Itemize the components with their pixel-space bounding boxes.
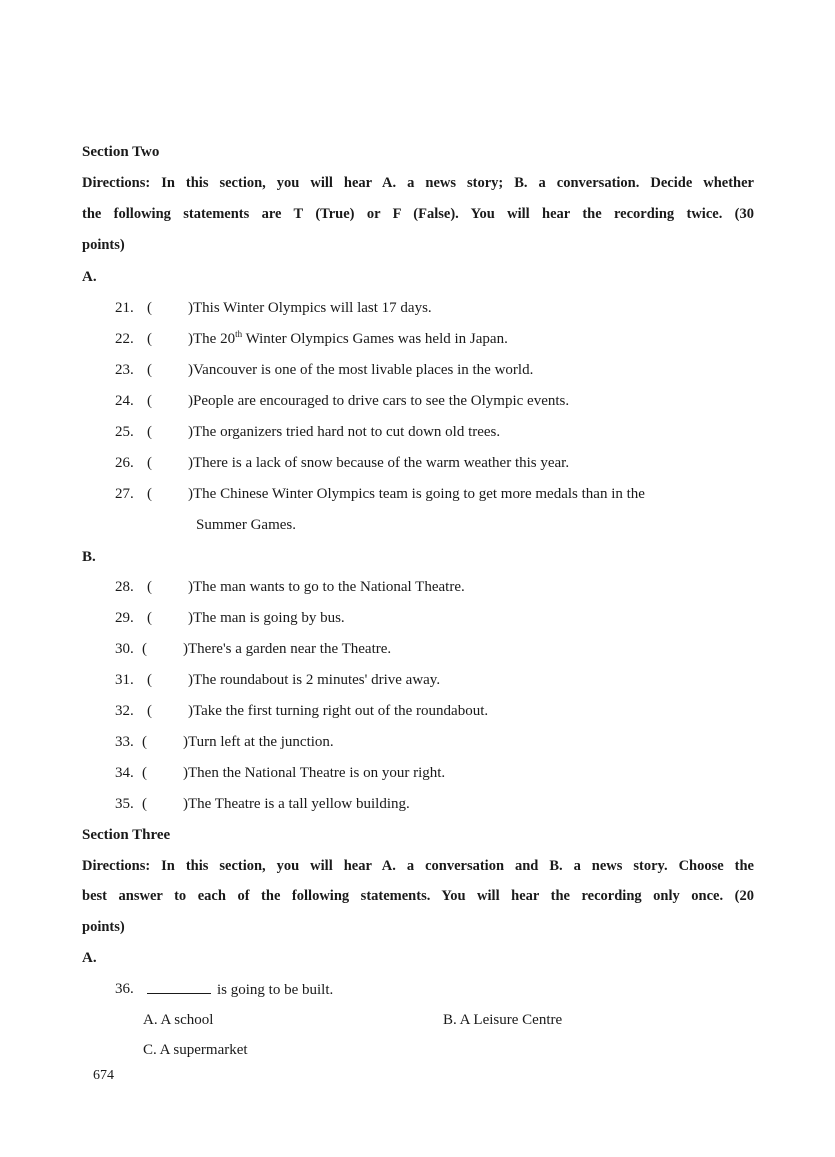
answer-paren[interactable]: ( bbox=[147, 300, 152, 316]
page-number: 674 bbox=[93, 1068, 114, 1083]
statement-text: )The Chinese Winter Olympics team is going to get more medals than in the bbox=[188, 486, 645, 502]
question-number: 28. bbox=[115, 579, 134, 595]
question-number: 29. bbox=[115, 610, 134, 626]
question-29 bbox=[115, 608, 345, 628]
section-two-directions-line2: the following statements are T (True) or F (False). You will hear the recording twice. (30 bbox=[82, 206, 754, 222]
statement-text: )There is a lack of snow because of the warm weather this year. bbox=[188, 455, 570, 471]
question-number: 24. bbox=[115, 393, 134, 409]
answer-paren[interactable]: ( bbox=[147, 455, 152, 471]
question-24 bbox=[115, 391, 570, 411]
statement-text: )The 20th Winter Olympics Games was held in Japan. bbox=[188, 329, 508, 347]
option-b[interactable]: B. A Leisure Centre bbox=[443, 1012, 563, 1028]
answer-paren[interactable]: ( bbox=[147, 610, 152, 626]
answer-paren[interactable]: ( bbox=[147, 579, 152, 595]
statement-text: )This Winter Olympics will last 17 days. bbox=[188, 300, 432, 316]
question-31 bbox=[115, 670, 441, 690]
question-35 bbox=[115, 794, 410, 814]
question-28 bbox=[115, 577, 465, 597]
question-30 bbox=[115, 639, 392, 659]
question-36 bbox=[115, 979, 334, 999]
answer-paren[interactable]: ( bbox=[147, 424, 152, 440]
question-number: 21. bbox=[115, 300, 134, 316]
option-a[interactable]: A. A school bbox=[143, 1012, 214, 1028]
section-three-part-a-label: A. bbox=[82, 950, 97, 966]
question-number: 34. bbox=[115, 765, 134, 781]
answer-paren[interactable]: ( bbox=[147, 703, 152, 719]
statement-text: )There's a garden near the Theatre. bbox=[183, 641, 392, 657]
question-22 bbox=[115, 329, 508, 349]
question-number: 30. bbox=[115, 641, 134, 657]
section-three-directions-line1: Directions: In this section, you will hear A. a conversation and B. a news story. Choose the bbox=[82, 858, 754, 874]
statement-text: )Take the first turning right out of the roundabout. bbox=[188, 703, 489, 719]
question-number: 35. bbox=[115, 796, 134, 812]
statement-text: )The man wants to go to the National Theatre. bbox=[188, 579, 465, 595]
section-three-title: Section Three bbox=[82, 827, 171, 843]
question-number: 22. bbox=[115, 331, 134, 347]
section-two-title: Section Two bbox=[82, 144, 160, 160]
answer-paren[interactable]: ( bbox=[142, 641, 147, 657]
answer-blank[interactable] bbox=[147, 979, 211, 994]
statement-text: )Turn left at the junction. bbox=[183, 734, 334, 750]
answer-paren[interactable]: ( bbox=[147, 672, 152, 688]
question-number: 25. bbox=[115, 424, 134, 440]
question-number: 23. bbox=[115, 362, 134, 378]
statement-text: )The man is going by bus. bbox=[188, 610, 345, 626]
question-number: 31. bbox=[115, 672, 134, 688]
question-32 bbox=[115, 701, 489, 721]
question-number: 36. bbox=[115, 981, 134, 997]
section-two-part-b-label: B. bbox=[82, 549, 96, 565]
answer-paren[interactable]: ( bbox=[147, 331, 152, 347]
answer-paren[interactable]: ( bbox=[142, 796, 147, 812]
statement-text: )The roundabout is 2 minutes' drive away. bbox=[188, 672, 441, 688]
section-three-directions-line2: best answer to each of the following statements. You will hear the recording only once. (20 bbox=[82, 888, 754, 904]
answer-paren[interactable]: ( bbox=[142, 734, 147, 750]
question-36-body bbox=[147, 979, 333, 1000]
question-number: 27. bbox=[115, 486, 134, 502]
question-text: is going to be built. bbox=[217, 982, 334, 998]
question-number: 26. bbox=[115, 455, 134, 471]
answer-paren[interactable]: ( bbox=[142, 765, 147, 781]
question-34 bbox=[115, 763, 446, 783]
answer-paren[interactable]: ( bbox=[147, 362, 152, 378]
section-two-directions-line1: Directions: In this section, you will hear A. a news story; B. a conversation. Decide whether bbox=[82, 175, 754, 191]
statement-text: )The Theatre is a tall yellow building. bbox=[183, 796, 410, 812]
question-27-continuation: Summer Games. bbox=[196, 517, 296, 533]
statement-text: )Then the National Theatre is on your right. bbox=[183, 765, 446, 781]
question-21 bbox=[115, 298, 432, 318]
question-26 bbox=[115, 453, 570, 473]
answer-paren[interactable]: ( bbox=[147, 486, 152, 502]
question-33 bbox=[115, 732, 334, 752]
question-23 bbox=[115, 360, 534, 380]
question-25 bbox=[115, 422, 501, 442]
statement-text: )Vancouver is one of the most livable places in the world. bbox=[188, 362, 534, 378]
section-two-directions-line3: points) bbox=[82, 237, 125, 253]
statement-text: )People are encouraged to drive cars to see the Olympic events. bbox=[188, 393, 570, 409]
question-27 bbox=[115, 484, 645, 504]
section-three-directions-line3: points) bbox=[82, 919, 125, 935]
answer-paren[interactable]: ( bbox=[147, 393, 152, 409]
statement-text: )The organizers tried hard not to cut down old trees. bbox=[188, 424, 501, 440]
section-two-part-a-label: A. bbox=[82, 269, 97, 285]
question-number: 32. bbox=[115, 703, 134, 719]
question-number: 33. bbox=[115, 734, 134, 750]
option-c[interactable]: C. A supermarket bbox=[143, 1042, 248, 1058]
